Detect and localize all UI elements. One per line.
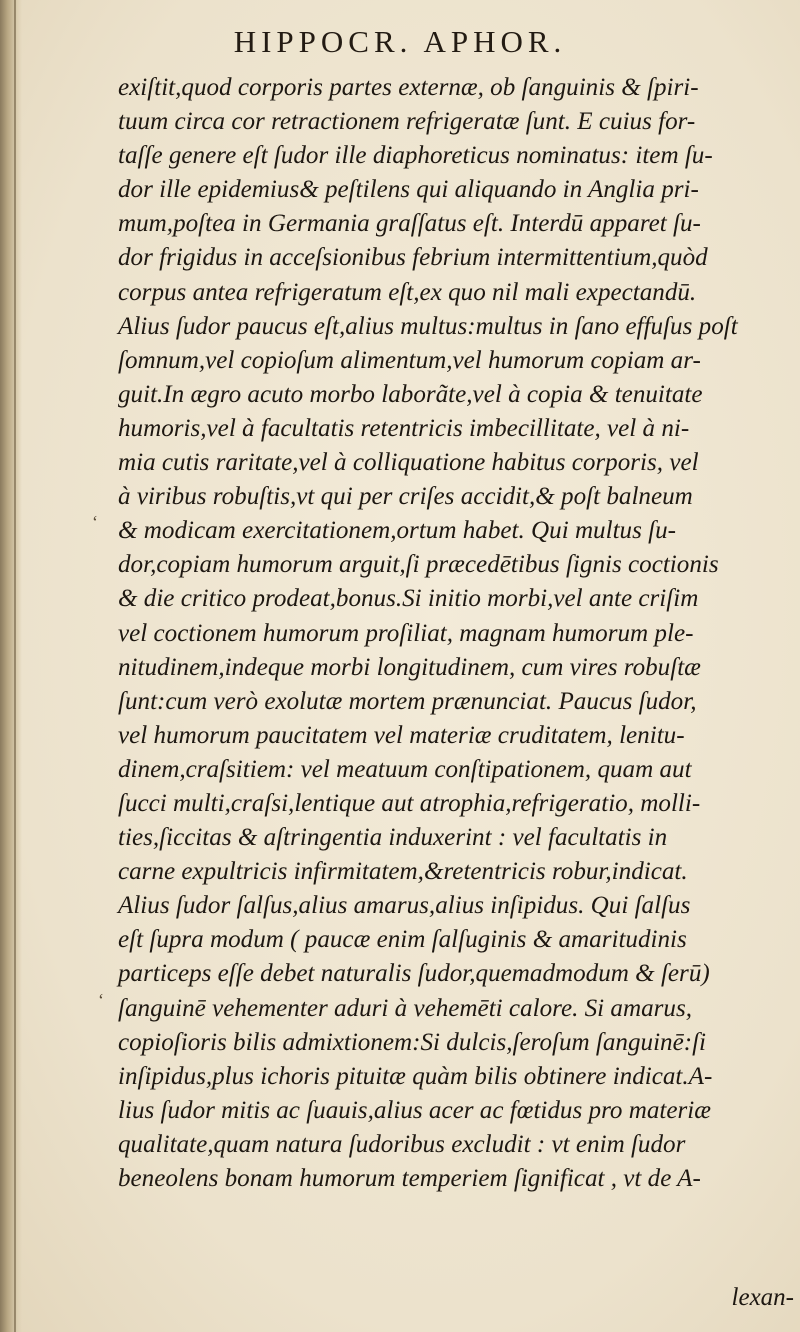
text-line: Alius ſudor paucus eſt,alius multus:multus in ſano effuſus poſt xyxy=(118,311,738,340)
text-line: à viribus robuſtis,vt qui per criſes accidit,& poſt balneum xyxy=(118,482,693,511)
text-line: vel coctionem humorum proſiliat, magnam humorum ple- xyxy=(118,618,694,647)
text-line: ſucci multi,craſsi,lentique aut atrophia,refrigeratio, molli- xyxy=(118,788,701,817)
text-line: ſunt:cum verò exolutæ mortem prænunciat. Paucus ſudor, xyxy=(118,686,697,715)
text-line: ties,ſiccitas & aſtringentia induxerint : vel facultatis in xyxy=(118,823,668,852)
text-line: copioſioris bilis admixtionem:Si dulcis,ſeroſum ſanguinē:ſi xyxy=(118,1027,707,1056)
text-line: mum,poſtea in Germania graſſatus eſt. Interdū apparet ſu- xyxy=(118,209,701,238)
text-line: corpus antea refrigeratum eſt,ex quo nil mali expectandū. xyxy=(118,277,697,306)
text-line: ſomnum,vel copioſum alimentum,vel humorum copiam ar- xyxy=(118,345,701,374)
body-text xyxy=(118,70,800,1195)
page-gutter xyxy=(0,0,22,1332)
catchword: lexan- xyxy=(731,1284,794,1311)
binding-edge xyxy=(14,0,16,1332)
text-line: vel humorum paucitatem vel materiæ cruditatem, lenitu- xyxy=(118,720,685,749)
text-line: guit.In ægro acuto morbo laborãte,vel à copia & tenuitate xyxy=(118,379,703,408)
margin-mark: ʻ xyxy=(92,512,98,532)
text-line: dor,copiam humorum arguit,ſi præcedētibus ſignis coctionis xyxy=(118,550,719,579)
text-line: tuum circa cor retractionem refrigeratæ ſunt. E cuius for- xyxy=(118,107,696,136)
margin-mark: ʻ xyxy=(98,990,104,1010)
text-line: mia cutis raritate,vel à colliquatione habitus corporis, vel xyxy=(118,448,699,477)
text-line: exiſtit,quod corporis partes externæ, ob ſanguinis & ſpiri- xyxy=(118,73,699,101)
text-line: lius ſudor mitis ac ſuauis,alius acer ac fœtidus pro materiæ xyxy=(118,1095,711,1124)
text-line: nitudinem,indeque morbi longitudinem, cum vires robuſtæ xyxy=(118,652,701,681)
text-line: Alius ſudor ſalſus,alius amarus,alius inſipidus. Qui ſalſus xyxy=(118,891,691,920)
text-line: taſſe genere eſt ſudor ille diaphoreticus nominatus: item ſu- xyxy=(118,141,713,170)
running-head: HIPPOCR. APHOR. xyxy=(233,24,567,59)
text-line: dor frigidus in acceſsionibus febrium intermittentium,quòd xyxy=(118,243,708,272)
text-line: eſt ſupra modum ( paucæ enim ſalſuginis & amaritudinis xyxy=(118,925,687,954)
text-line: carne expultricis infirmitatem,&retentricis robur,indicat. xyxy=(118,857,688,886)
text-line: particeps eſſe debet naturalis ſudor,quemadmodum & ſerū) xyxy=(118,959,710,988)
text-line: & die critico prodeat,bonus.Si initio morbi,vel ante criſim xyxy=(118,584,699,613)
text-line: & modicam exercitationem,ortum habet. Qui multus ſu- xyxy=(118,516,677,545)
text-line: dinem,craſsitiem: vel meatuum conſtipationem, quam aut xyxy=(118,754,692,783)
text-line: inſipidus,plus ichoris pituitæ quàm bilis obtinere indicat.A- xyxy=(118,1061,713,1090)
text-line: ſanguinē vehementer aduri à vehemēti calore. Si amarus, xyxy=(118,993,693,1022)
text-line: dor ille epidemius& peſtilens qui aliquando in Anglia pri- xyxy=(118,175,699,204)
text-line: qualitate,quam natura ſudoribus excludit : vt enim ſudor xyxy=(118,1129,686,1158)
text-line: beneolens bonam humorum temperiem ſignificat , vt de A- xyxy=(118,1164,701,1192)
text-line: humoris,vel à facultatis retentricis imbecillitate, vel à ni- xyxy=(118,413,690,442)
